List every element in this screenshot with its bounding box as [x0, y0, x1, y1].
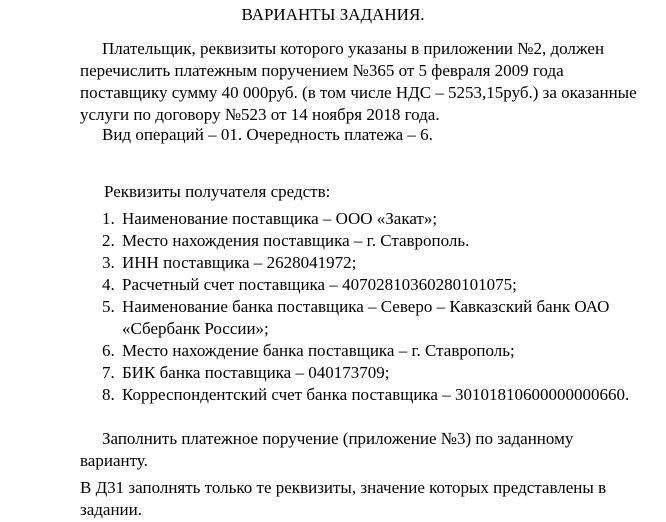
list-item-text: Место нахождения поставщика – г. Ставрополь.	[122, 231, 470, 250]
list-item	[80, 296, 640, 340]
list-item-number: 4.	[102, 275, 115, 294]
list-item-number: 7.	[102, 363, 115, 382]
list-item	[80, 208, 640, 230]
list-item-text: БИК банка поставщика – 040173709;	[122, 363, 390, 382]
instruction-line-2: варианту.	[80, 451, 148, 470]
list-item-text: Место нахождение банка поставщика – г. Ставрополь;	[122, 341, 515, 360]
list-item	[80, 340, 640, 362]
requisites-list	[80, 208, 640, 406]
intro-line-4: услуги по договору №523 от 14 ноября 2018 года.	[80, 105, 440, 124]
recipient-heading-paragraph	[80, 181, 650, 203]
list-item-text: Наименование банка поставщика – Северо – Кавказский банк ОАО	[122, 297, 610, 316]
list-item	[80, 274, 640, 296]
note-line-1: В Д31 заполнять только те реквизиты, значение которых представлены в	[80, 478, 607, 497]
intro-paragraph	[80, 38, 650, 126]
list-item-number: 5.	[102, 297, 115, 316]
intro-line-3: поставщику сумму 40 000руб. (в том числе НДС – 5253,15руб.) за оказанные	[80, 83, 637, 102]
list-item-text: ИНН поставщика – 2628041972;	[122, 253, 357, 272]
operation-text: Вид операций – 01. Очередность платежа – 6.	[102, 125, 433, 144]
list-item-number: 6.	[102, 341, 115, 360]
list-item-text: Наименование поставщика – ООО «Закат»;	[122, 209, 438, 228]
note-paragraph	[80, 477, 650, 521]
intro-line-1: Плательщик, реквизиты которого указаны в приложении №2, должен	[102, 39, 605, 58]
list-item-number: 1.	[102, 209, 115, 228]
operation-paragraph	[80, 124, 650, 146]
list-item-text: Корреспондентский счет банка поставщика – 30101810600000000660.	[122, 385, 630, 404]
instruction-line-1: Заполнить платежное поручение (приложение №3) по заданному	[102, 429, 574, 448]
list-item-text-continued: «Сбербанк России»;	[122, 319, 269, 338]
list-item-number: 2.	[102, 231, 115, 250]
instruction-paragraph	[80, 428, 650, 472]
list-item-number: 3.	[102, 253, 115, 272]
recipient-heading: Реквизиты получателя средств:	[104, 182, 331, 201]
list-item	[80, 362, 640, 384]
list-item	[80, 384, 640, 406]
list-item-number: 8.	[102, 385, 115, 404]
list-item	[80, 230, 640, 252]
note-line-2: задании.	[80, 500, 142, 519]
list-item-text: Расчетный счет поставщика – 40702810360280101075;	[122, 275, 517, 294]
list-item	[80, 252, 640, 274]
intro-line-2: перечислить платежным поручением №365 от 5 февраля 2009 года	[80, 61, 564, 80]
page-title: ВАРИАНТЫ ЗАДАНИЯ.	[241, 5, 425, 24]
